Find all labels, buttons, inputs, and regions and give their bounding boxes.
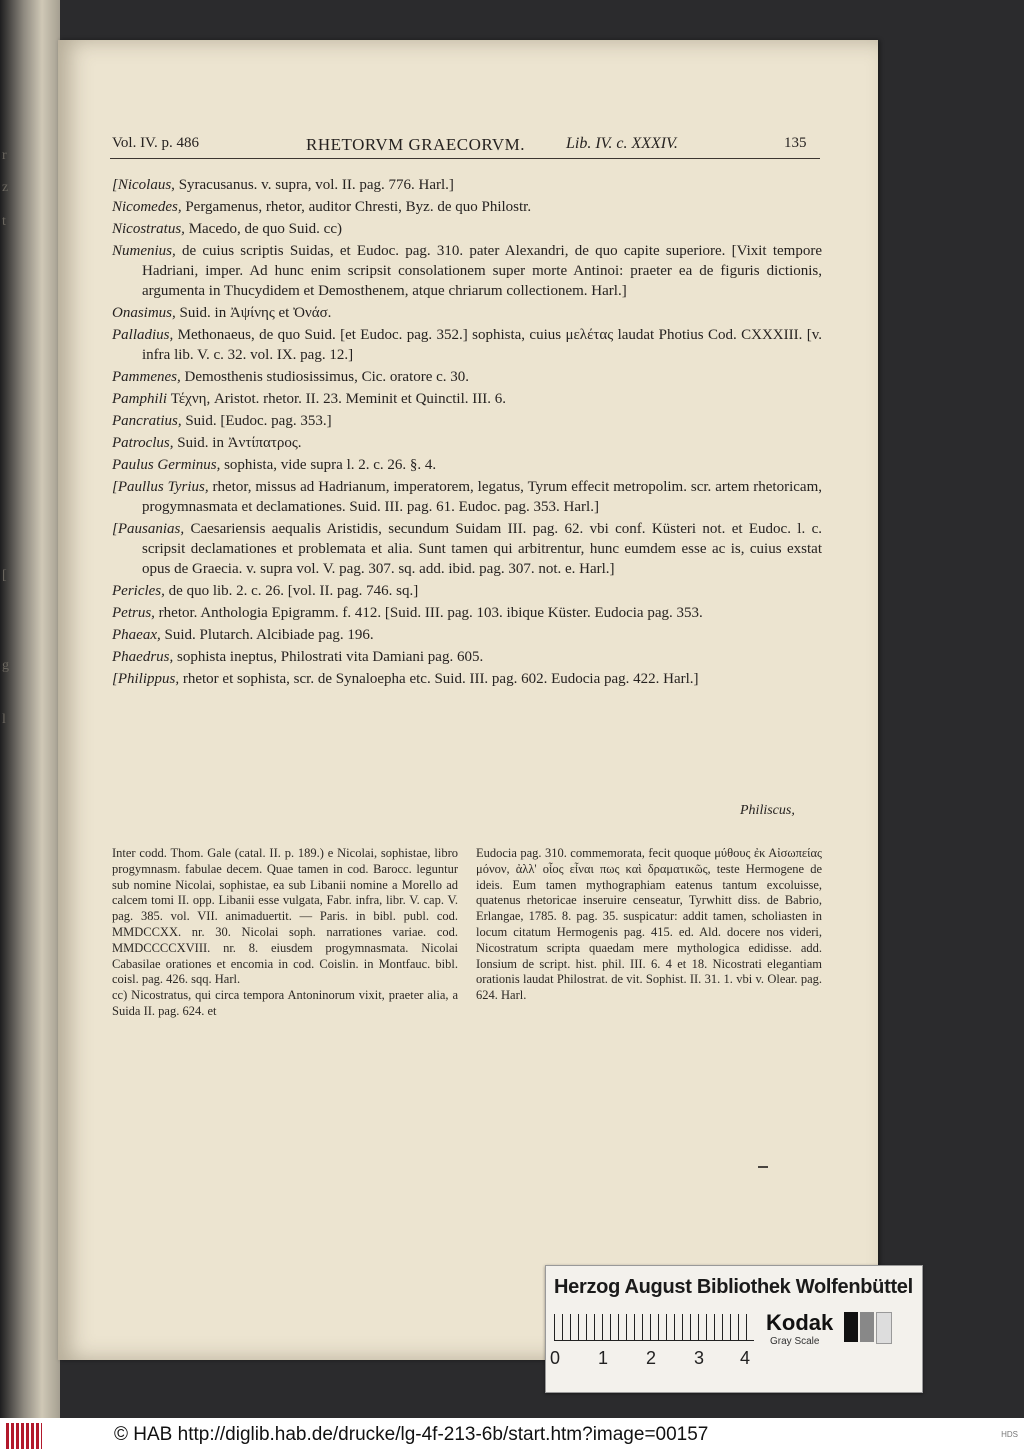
copyright-url[interactable]: © HAB http://diglib.hab.de/drucke/lg-4f-213-6b/start.htm?image=00157 xyxy=(114,1424,709,1445)
entry xyxy=(112,241,822,301)
ruler-number: 4 xyxy=(740,1348,751,1368)
footer-mark: HDS xyxy=(1001,1430,1018,1439)
ruler-number: 1 xyxy=(598,1348,609,1368)
entry-name: Phaeax, xyxy=(112,627,161,643)
entry-name: [Nicolaus, xyxy=(112,177,175,193)
page-number: 135 xyxy=(784,135,807,151)
entry-text: Methonaeus, de quo Suid. [et Eudoc. pag. 352.] sophista, cuius μελέτας laudat Photius Cod. CXXXIII. [v. infra lib. V. c. 32. vol. IX. pag. 12.] xyxy=(142,327,822,363)
gray-patch-black xyxy=(844,1312,858,1342)
entry-name: Petrus, xyxy=(112,605,155,621)
entry-text: sophista, vide supra l. 2. c. 26. §. 4. xyxy=(220,457,437,473)
entry xyxy=(112,477,822,517)
header-rule xyxy=(110,158,820,159)
entry-text: Macedo, de quo Suid. cc) xyxy=(184,221,342,237)
entry-name: Pammenes, xyxy=(112,369,181,385)
left-page-edge xyxy=(0,0,60,1420)
footnote-column-right: Eudocia pag. 310. commemorata, fecit quoque μύθους ἐκ Αἰσωπείας μόνον, ἀλλ' οἷος εἶναι πως καὶ δραματικῶς, teste Hermogene de ideis. Eum tamen mythographiam eatenus tantum excoluisse, quatenus rhetoricae inseruire censeatur, Tyrwhitt diss. de Babrio, Erlangae, 1785. 8. pag. 35. suspicatur: addit tamen, scholiasten in locum citatum Hermogenis pag. 415. ed. Ald. docere nos videri, Nicostratum scripta quaedam mere mythologica edidisse. add. Ionsium de script. hist. phil. III. 6. 4 et 18. Nicostrati elegantiam orationis laudat Philostrat. de vit. Sophist. II. 31. 1. vbi v. Olear. pag. 624. Harl. xyxy=(476,846,822,1003)
page-mark xyxy=(758,1166,768,1168)
gray-scale-label: Gray Scale xyxy=(770,1336,820,1347)
entry xyxy=(112,219,822,239)
ruler-number: 2 xyxy=(646,1348,657,1368)
entry-name: Pancratius, xyxy=(112,413,182,429)
hab-logo-icon xyxy=(6,1423,42,1449)
entry xyxy=(112,175,822,195)
entry-name: Patroclus, xyxy=(112,435,174,451)
ruler-number: 3 xyxy=(694,1348,705,1368)
kodak-logo: Kodak xyxy=(766,1310,834,1335)
library-name: Herzog August Bibliothek Wolfenbüttel xyxy=(554,1276,913,1298)
ghost-letter: [ xyxy=(2,568,7,583)
entry-name: Paulus Germinus, xyxy=(112,457,221,473)
entry xyxy=(112,603,822,623)
entry-text: de quo lib. 2. c. 26. [vol. II. pag. 746. sq.] xyxy=(164,583,419,599)
entry xyxy=(112,519,822,579)
ghost-letter: z xyxy=(2,180,9,195)
ghost-letter: l xyxy=(2,712,6,727)
entry-text: Suid. [Eudoc. pag. 353.] xyxy=(181,413,332,429)
entry-text: Pergamenus, rhetor, auditor Chresti, Byz. de quo Philostr. xyxy=(181,199,532,215)
entry-name: Pamphili xyxy=(112,391,167,407)
entry-name: Nicomedes, xyxy=(112,199,182,215)
running-header xyxy=(112,135,820,159)
entry xyxy=(112,581,822,601)
ghost-letter: t xyxy=(2,214,6,229)
entry xyxy=(112,389,822,409)
entry-text: rhetor, missus ad Hadrianum, imperatorem, legatus, Tyrum effecit metropolim. scr. artem rhetoricam, progymnasmata et declamationes. Suid. III. pag. 61. Eudoc. pag. 353. Harl.] xyxy=(142,479,822,515)
ghost-letter: g xyxy=(2,658,9,673)
header-volume-ref: Vol. IV. p. 486 xyxy=(112,135,199,151)
footnote-column-left: Inter codd. Thom. Gale (catal. II. p. 189.) e Nicolai, sophistae, libro progymnasm. fabulae decem. Quae tamen in cod. Barocc. leguntur sub nomine Nicolai, sophistae, ea sub Libanii nomine a Morello ad calcem tomi II. opp. Libanii esse vulgata, Fabr. infra, libr. V. cap. V. pag. 385. vol. VII. animaduertit. — Paris. in bibl. publ. cod. MMDCCXX. nr. 30. Nicolai soph. narrationes variae. cod. MMDCCCCXVIII. nr. 8. eiusdem progymnasmata. Nicolai Cabasilae orationes et encomia in cod. Coislin. in Montfauc. bibl. coisl. pag. 426. sqq. Harl. cc) Nicostratus, qui circa tempora Antoninorum vixit, praeter alia, a Suida II. pag. 624. et xyxy=(112,846,458,1018)
entry-text: Caesariensis aequalis Aristidis, secundum Suidam III. pag. 62. vbi conf. Küsteri not. et Eudoc. l. c. scripsit declamationes et problemata et alia. Sunt tamen qui arbitrentur, hunc eumdem esse ac is, cuius exstat opus de Graecia. v. supra vol. V. pag. 307. sq. add. ibid. pag. 307. not. e. Harl.] xyxy=(142,521,822,577)
entry-text: rhetor. Anthologia Epigramm. f. 412. [Suid. III. pag. 103. ibique Küster. Eudocia pag. 353. xyxy=(154,605,703,621)
entry-text: Syracusanus. v. supra, vol. II. pag. 776. Harl.] xyxy=(174,177,454,193)
catchword: Philiscus, xyxy=(740,803,795,818)
header-title: RHETORVM GRAECORVM. xyxy=(306,135,525,154)
entry xyxy=(112,647,822,667)
entry-name: [Pausanias, xyxy=(112,521,185,537)
entry xyxy=(112,325,822,365)
entry xyxy=(112,455,822,475)
entry xyxy=(112,303,822,323)
entry-text: rhetor et sophista, scr. de Synaloepha etc. Suid. III. pag. 602. Eudocia pag. 422. Harl.] xyxy=(179,671,699,687)
ghost-letter: r xyxy=(2,148,7,163)
gray-patch-light xyxy=(876,1312,892,1344)
gray-patch-mid xyxy=(860,1312,874,1342)
header-section: Lib. IV. c. XXXIV. xyxy=(566,135,678,152)
entry xyxy=(112,367,822,387)
entry xyxy=(112,197,822,217)
measurement-ruler xyxy=(554,1314,754,1341)
entry-text: Suid. in Ἀψίνης et Ὀνάσ. xyxy=(175,305,332,321)
color-reference-card xyxy=(545,1265,923,1393)
main-text xyxy=(112,175,822,691)
entry-name: Nicostratus, xyxy=(112,221,185,237)
entry-name: [Philippus, xyxy=(112,671,180,687)
entry-text: Demosthenis studiosissimus, Cic. oratore c. 30. xyxy=(180,369,470,385)
entry-text: Τέχνη, Aristot. rhetor. II. 23. Meminit et Quinctil. III. 6. xyxy=(167,391,506,407)
entry-name: Palladius, xyxy=(112,327,174,343)
entry xyxy=(112,625,822,645)
entry xyxy=(112,433,822,453)
entry-text: Suid. Plutarch. Alcibiade pag. 196. xyxy=(160,627,374,643)
entry-name: Onasimus, xyxy=(112,305,176,321)
entry-name: [Paullus Tyrius, xyxy=(112,479,209,495)
entry-text: Suid. in Ἀντίπατρος. xyxy=(173,435,302,451)
entry-name: Numenius, xyxy=(112,243,176,259)
footer-bar xyxy=(0,1418,1024,1454)
entry-text: de cuius scriptis Suidas, et Eudoc. pag. 310. pater Alexandri, de quo capite superiore. [Vixit tempore Hadriani, imper. Ad hunc enim scripsit consolationem super morte Antinoi: praeter ea de figuris dictionis, argumenta in Thucydidem et Demosthenem, atque chriarum collectionem. Harl.] xyxy=(142,243,822,299)
entry-text: sophista ineptus, Philostrati vita Damiani pag. 605. xyxy=(173,649,484,665)
entry xyxy=(112,411,822,431)
ruler-number: 0 xyxy=(550,1348,561,1368)
entry-name: Pericles, xyxy=(112,583,165,599)
entry-name: Phaedrus, xyxy=(112,649,174,665)
entry xyxy=(112,669,822,689)
